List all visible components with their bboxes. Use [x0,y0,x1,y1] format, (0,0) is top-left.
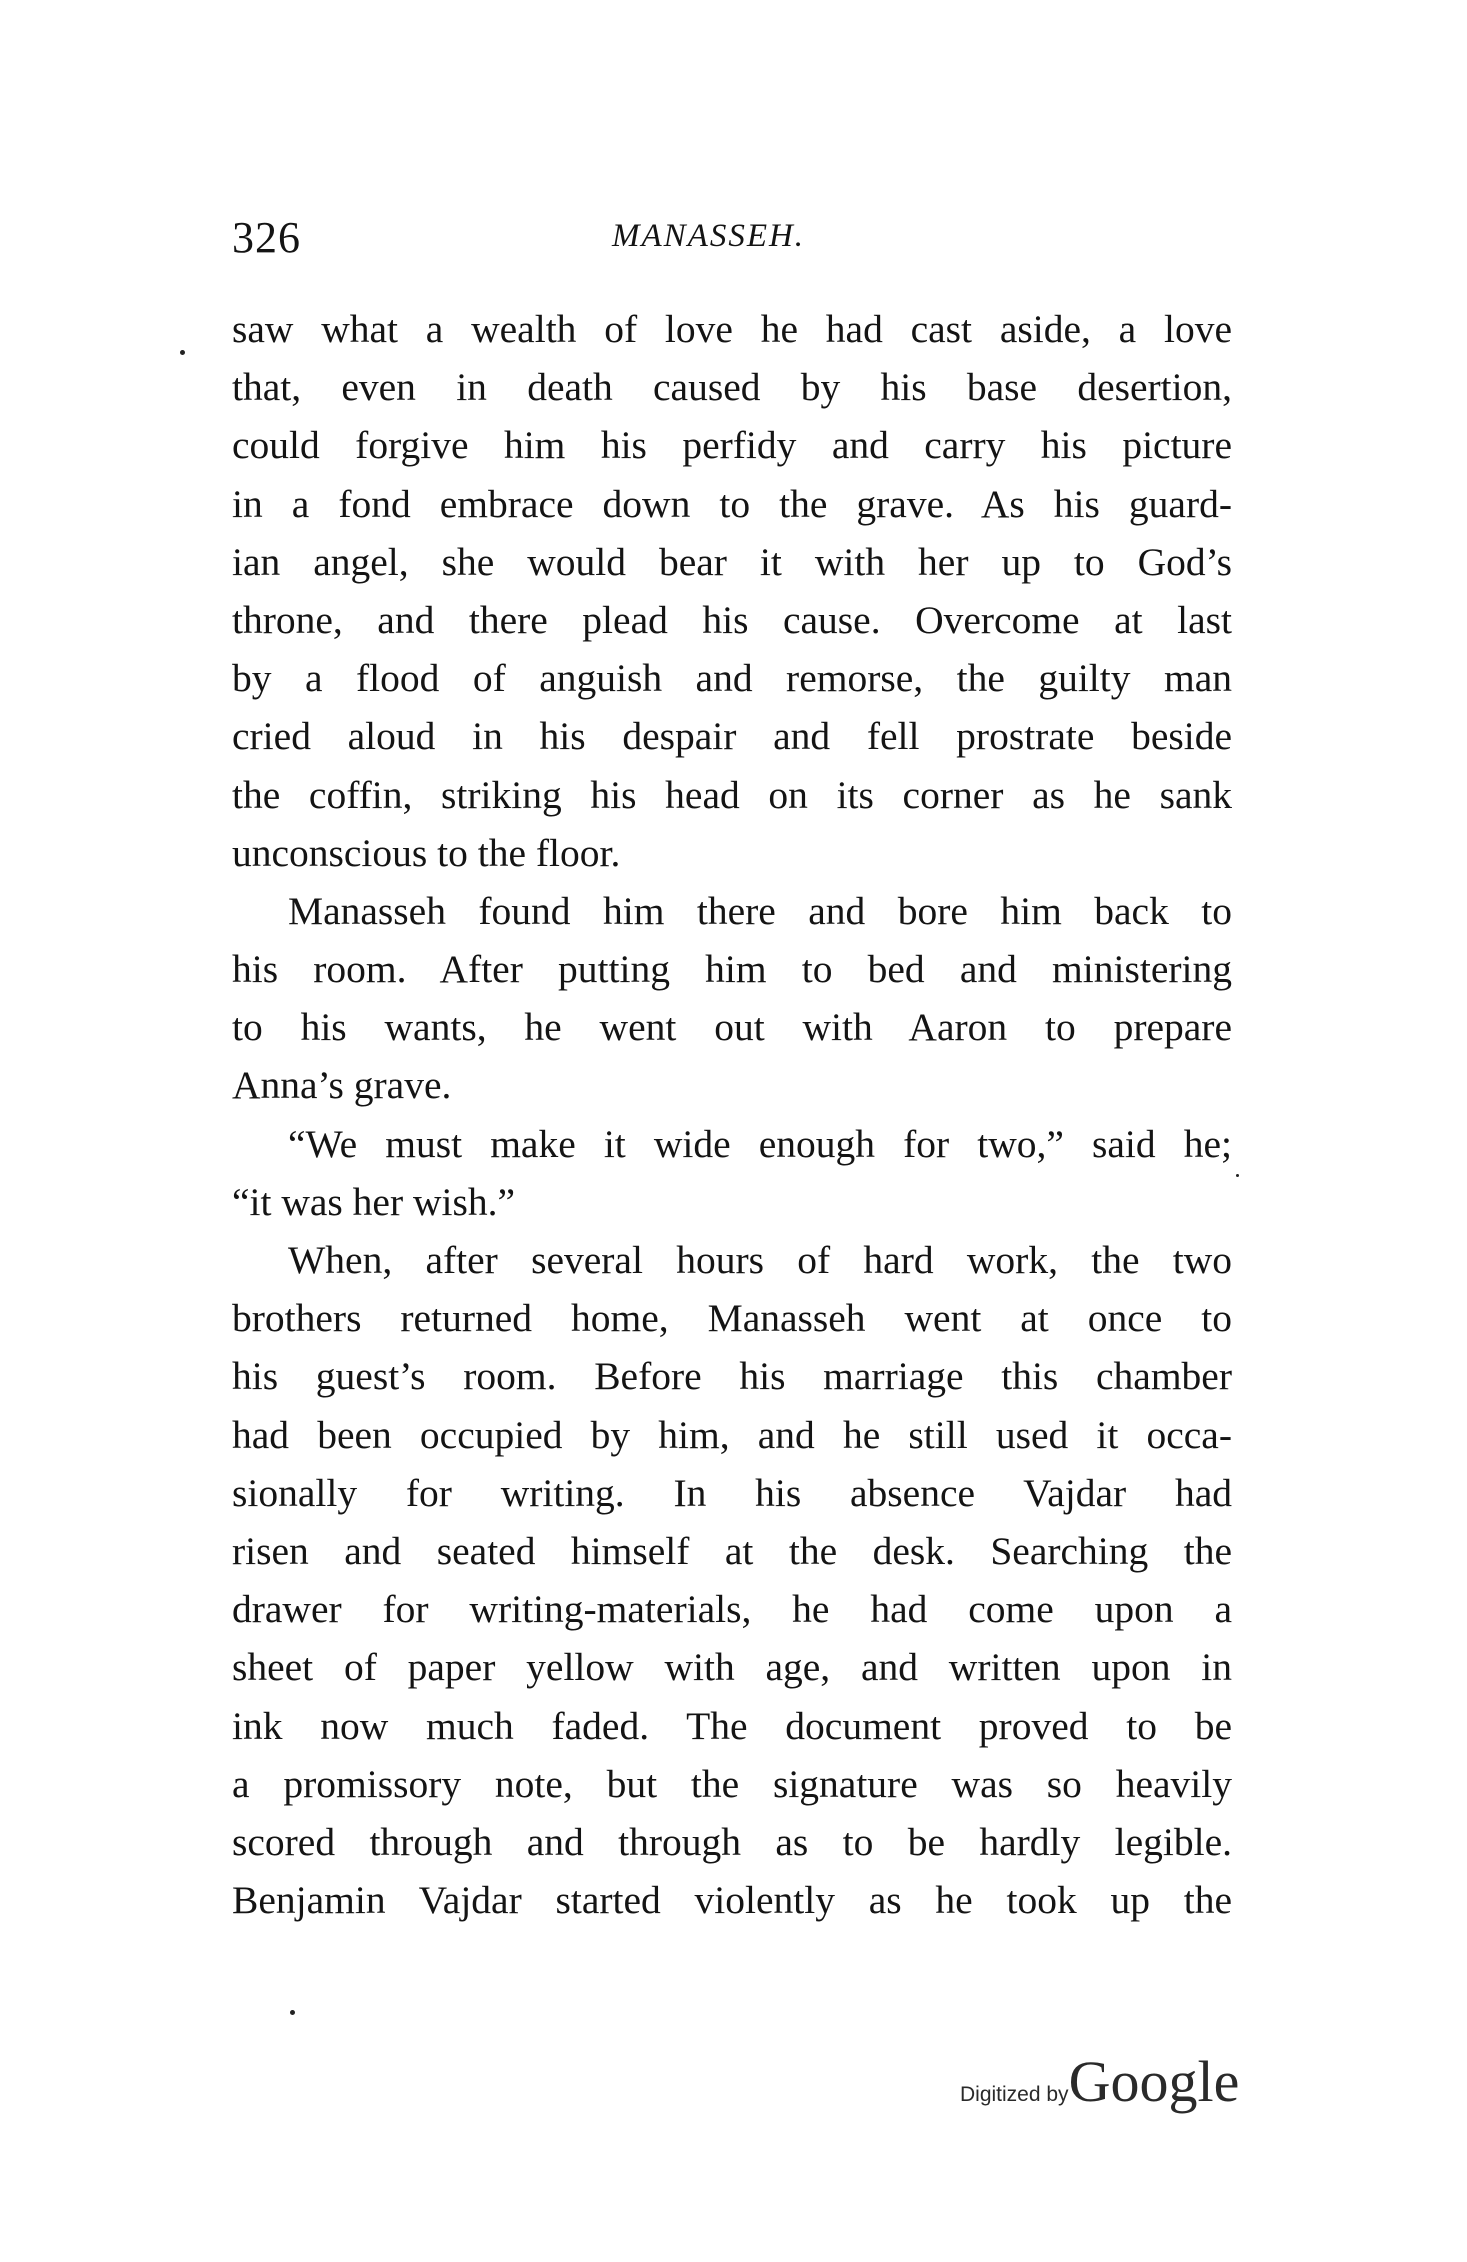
text-line: risen and seated himself at the desk. Searching the [232,1528,1232,1573]
scan-speck [290,2010,295,2015]
page-header [232,212,1232,272]
running-title: MANASSEH. [612,218,806,254]
text-line: throne, and there plead his cause. Overcome at last [232,597,1232,642]
text-line: a promissory note, but the signature was so heavily [232,1761,1232,1806]
text-line: “it was her wish.” [232,1179,515,1224]
text-line: drawer for writing-materials, he had come upon a [232,1587,1232,1632]
scan-speck [1236,1174,1239,1177]
text-line: ink now much faded. The document proved to be [232,1703,1232,1748]
text-line: the coffin, striking his head on its corner as he sank [232,772,1232,817]
text-line: brothers returned home, Manasseh went at once to [232,1296,1232,1341]
watermark-brand: Google [1068,2049,1240,2114]
text-line: his room. After putting him to bed and ministering [232,947,1232,992]
text-line: Manasseh found him there and bore him back to [288,888,1232,933]
text-line: unconscious to the floor. [232,830,621,875]
text-line: When, after several hours of hard work, the two [288,1238,1232,1282]
body-text [232,300,1232,1929]
text-line: his guest’s room. Before his marriage this chamber [232,1354,1232,1399]
text-line: scored through and through as to be hardly legible. [232,1819,1232,1864]
text-line: had been occupied by him, and he still used it occa- [232,1412,1232,1457]
watermark-prefix: Digitized by [960,2083,1069,2106]
text-line: Anna’s grave. [232,1063,452,1108]
text-line: “We must make it wide enough for two,” said he; [288,1121,1232,1166]
digitized-watermark [960,2048,1239,2115]
text-line: could forgive him his perfidy and carry his picture [232,423,1232,468]
text-line: Benjamin Vajdar started violently as he took up the [232,1878,1232,1923]
text-line: ian angel, she would bear it with her up to God’s [232,539,1232,584]
text-line: sionally for writing. In his absence Vajdar had [232,1470,1232,1515]
text-line: in a fond embrace down to the grave. As his guard- [232,481,1232,526]
page-number: 326 [232,213,301,262]
text-line: saw what a wealth of love he had cast aside, a love [232,307,1232,351]
text-line: cried aloud in his despair and fell prostrate beside [232,714,1232,759]
text-line: that, even in death caused by his base desertion, [232,365,1232,410]
scan-speck [180,350,185,355]
text-line: sheet of paper yellow with age, and written upon in [232,1645,1232,1690]
text-line: to his wants, he went out with Aaron to prepare [232,1005,1232,1050]
text-line: by a flood of anguish and remorse, the guilty man [232,656,1232,701]
